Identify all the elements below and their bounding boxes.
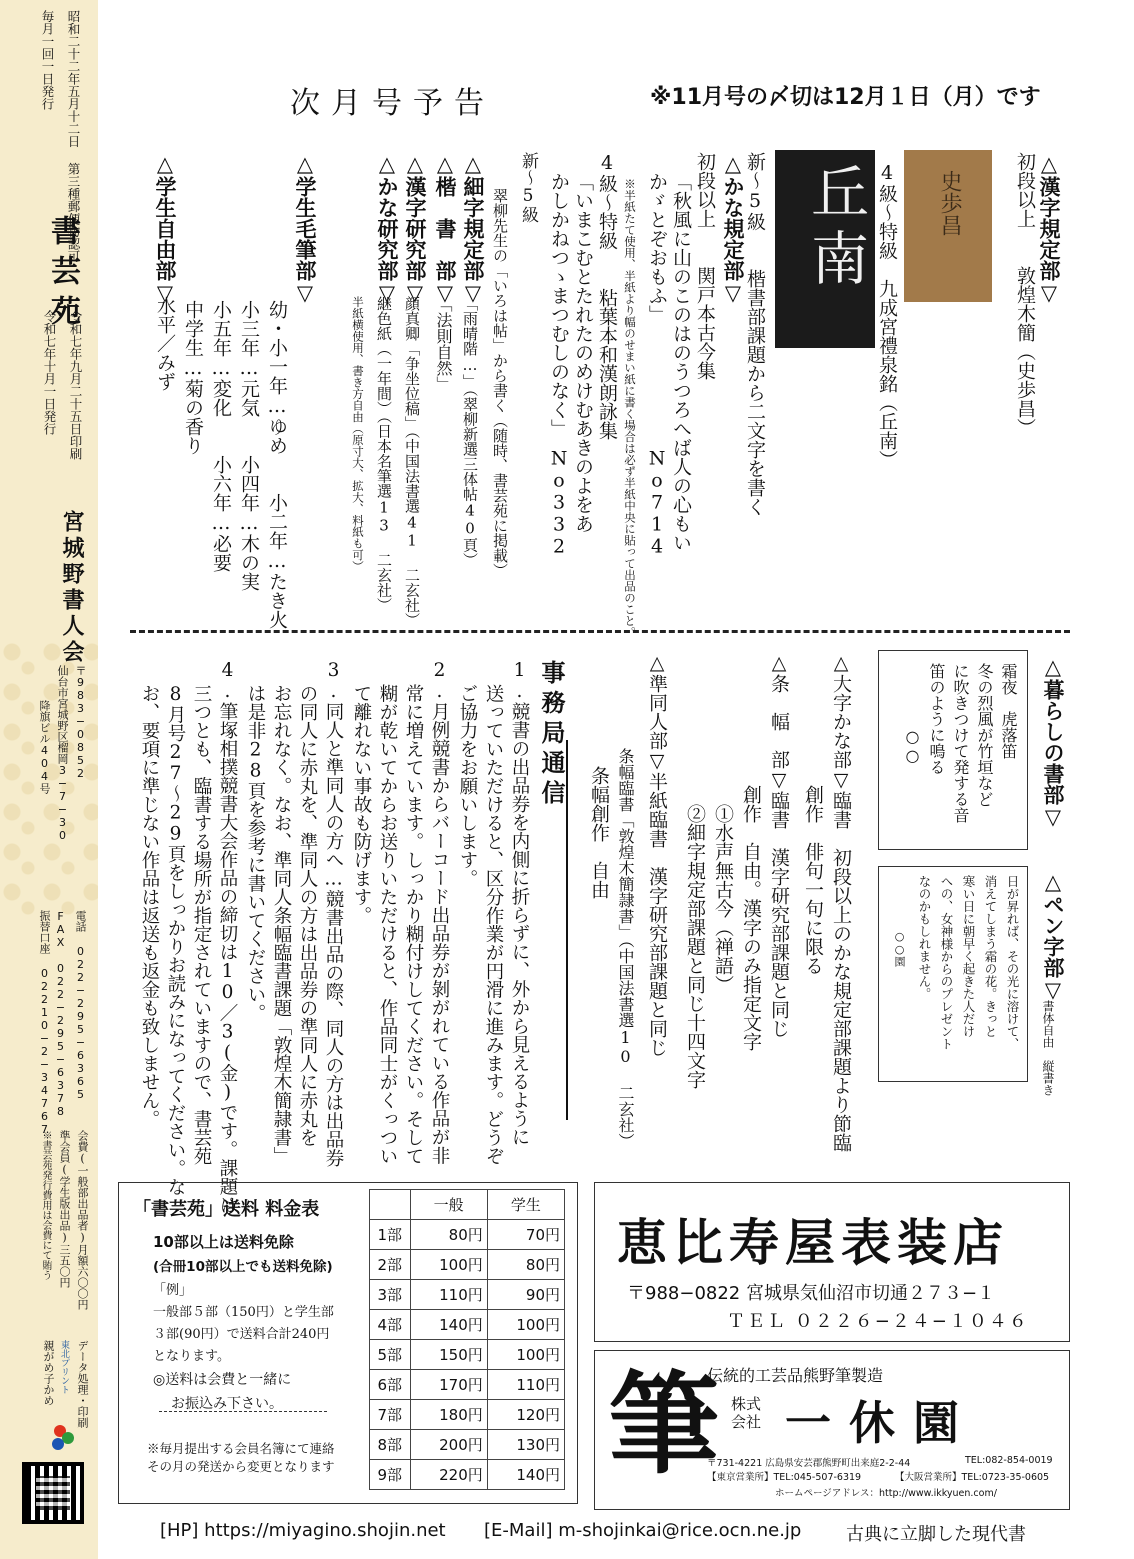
kurashi-poem-1: 霜夜 虎落笛 [999,663,1018,759]
jimu-line-5: 常に増えています。しっかり糊付けしてください。そして [403,684,424,1165]
fee-student: 130円 [487,1430,564,1460]
rubbing-chars: 丘南 [801,162,869,294]
postal-code: 〒983−0852 [74,665,87,780]
pen-text-5: なのかもしれません。 [917,875,932,1000]
fee-qty: 2部 [370,1250,411,1280]
jimu-line-14: 8月号27〜29頁をしっかりお読みになってください。な [165,684,186,1196]
fee-qty: 3部 [370,1280,411,1310]
kurashi-poem-4: 笛のように鳴る [927,663,946,775]
pen-text-3: 寒い日に朝早く起きた人だけ [961,875,976,1038]
publish-frequency: 毎月一回一日発行 [40,10,55,110]
fee-qty: 5部 [370,1340,411,1370]
table-row [370,1280,565,1310]
table-row [370,1250,565,1280]
slip-script: 史歩昌 [937,170,962,236]
kana-kitei-line1: 初段以上 関戸本古今集 [694,152,716,380]
pen-text-6: ○○園 [893,875,906,967]
tonkou-slip-image [904,150,992,302]
fee-footnote-2: その月の発送から変更となります [147,1459,335,1474]
printer-company: 東北プリント [59,1340,69,1394]
furikae-account: 振替口座 02210−2−34767 [38,910,51,1136]
kana-kenkyu-head: △かな研究部▽ [375,152,399,305]
fee-box [118,1182,578,1504]
pen-note: 書体自由 縦書き [1041,1000,1055,1096]
gakusei-line4: 中学生…菊の香り [182,300,204,455]
gakusei-line1: 幼・小一年…ゆめ 小二年…たき火 [266,300,288,629]
kurashi-poem-3: に吹きつけて発する音 [951,663,970,823]
building: 降旗ビル404号 [38,700,51,794]
ad-ikkyuen [594,1350,1070,1510]
ad-ebisuya [594,1182,1070,1342]
jun-line3: 条幅創作 自由 [588,652,610,899]
address: 仙台市宮城野区榴岡3−7−30 [56,665,69,842]
section-divider [130,630,1070,633]
masthead-sidebar [0,0,98,1559]
kana-shin-line2: 翠柳先生の「いろは帖」から書く（随時、書芸苑に掲載） [491,188,509,578]
table-row [370,1340,565,1370]
qr-code-icon[interactable] [22,1462,84,1524]
jimu-line-9: の同人に赤丸を、準同人の方は出品券の準同人に赤丸を [297,684,318,1147]
kurashi-head: △暮らしの書部▽ [1041,655,1065,829]
jimu-line-10: お忘れなく。なお、準同人条幅臨書課題「敦煌木簡隷書」 [271,684,292,1165]
jimu-line-3: ご協力をお願いします。 [457,684,478,888]
page-title: 次月号予告 [290,86,495,121]
gakusei-line2: 小三年…元気 小四年…木の実 [238,300,260,591]
printer-label: データ処理・印刷 [76,1340,89,1428]
fee-note-2: お振込み下さい。 [171,1396,283,1412]
footer-motto: 古典に立脚した現代書 [846,1524,1026,1545]
joufuku-line2: 創作 自由。漢字のみ指定文字 [740,652,762,1051]
kyuseikyu-rubbing-image [775,150,875,348]
fee-qty: 9部 [370,1460,411,1490]
publisher-name: 宮城野書人会 [59,510,84,666]
fee-qty: 8部 [370,1430,411,1460]
table-row [370,1460,565,1490]
table-row [370,1310,565,1340]
ikkyuen-tagline: 伝統的工芸品熊野筆製造 [707,1366,884,1385]
daiji-line1: △大字かな部▽臨書 初段以上のかな規定部課題より節臨 [830,652,852,1152]
postal-permit: 昭和二十二年五月十二日 第三種郵便物認可 [66,10,81,263]
ikkyuen-address: 〒731-4221 広島県安芸郡熊野町出来庭2-2-44 [707,1458,911,1469]
fee-footnote-1: ※毎月提出する会員名簿にて連絡 [147,1441,335,1456]
fee-student: 100円 [487,1310,564,1340]
fee-col-student: 学生 [487,1190,564,1220]
footer-homepage[interactable]: [HP] https://miyagino.shojin.net [160,1520,446,1541]
gakusei-jiyu-line: 水平／みず [154,296,176,391]
fee-student: 110円 [487,1370,564,1400]
kana-kitei-line2: 「秋風に山のこのはのうつろへば人の心もい [670,172,692,552]
kana-4kyu-line1: 4級〜特級 粘葉本和漢朗詠集 [596,152,618,440]
ikkyuen-osaka: 【大阪営業所】TEL:0723-35-0605 [895,1472,1050,1483]
jimu-line-12: 4.筆塚相撲競書大会作品の締切は10／3(金)です。課題は [217,660,238,1214]
kurashi-poem-5: ○○ [903,663,922,765]
kanji-shin-line: 新〜5級 楷書部課題から二文字を書く [744,152,766,516]
printer-brand: 親がめ子かめ [42,1340,55,1406]
ikkyuen-tokyo: 【東京営業所】TEL:045-507-6319 [707,1472,862,1483]
fee-student: 70円 [487,1220,564,1250]
kana-shin-line1: 新〜5級 [518,152,538,223]
kana-4kyu-line3: かしかねつゝまつむしのなく」 No332 [548,172,570,558]
daiji-line2: 創作 俳句一句に限る [802,652,824,975]
brush-calligraphy: 筆 [609,1360,719,1489]
issue-date: 令和七年十月一日発行 [42,310,57,435]
fee-general: 80円 [410,1220,487,1250]
jimu-line-15: お、要項に準じない作品は返送も返金も致しません。 [139,684,160,1128]
fee-general: 会費(一般部出品者)月額六〇〇円 [76,1130,89,1310]
fee-example-2: ３部(90円）で送料合計240円 [153,1327,330,1342]
fee-note: ※書芸苑発行費用は会費にて賄う [40,1130,51,1280]
pen-box [878,866,1028,1082]
fee-student: 100円 [487,1340,564,1370]
table-row [370,1370,565,1400]
fee-free: 10部以上は送料免除 [153,1233,294,1251]
jimu-line-8: 3.同人と準同人の方へ…競書出品の際、同人の方は出品券 [323,660,344,1167]
kurashi-poem-2: 冬の烈風が竹垣など [975,663,994,807]
jun-line1: △準同人部▽半紙臨書 漢字研究部課題と同じ [646,652,668,1057]
kaisho-head: △楷 書 部▽ [433,152,457,305]
kana-kenkyu-line2: 半紙横使用、書き方自由（原寸大、拡大、料紙も可） [351,296,365,572]
jimu-line-6: 糊が乾いてからお送りいただけると、作品同士がくっつい [377,684,398,1165]
kanji-4kyu-line: 4級〜特級 九成宮禮泉銘（丘南） [876,162,898,469]
jimu-rule [566,740,568,1120]
magazine-title: 書芸苑 [45,215,80,335]
ikkyuen-hp: ホームページアドレス：http://www.ikkyuen.com/ [775,1488,997,1499]
kana-4kyu-line2: 「いまこむとたれたのめけむあきのよをあ [572,172,594,533]
fee-free-sub: (合冊10部以上でも送料免除) [153,1259,333,1275]
ebisuya-tel: ＴＥＬ ０２２６−２４−１０４６ [727,1311,1029,1332]
pen-text-1: 日が昇れば、その光に溶けて、 [1005,875,1020,1050]
kanji-kenkyu-head: △漢字研究部▽ [403,152,427,305]
ikkyuen-tel: TEL:082-854-0019 [965,1455,1053,1466]
kana-kitei-line3: かゞとぞおもふ」 No714 [646,172,668,558]
kurashi-box [878,650,1028,850]
fee-student: 120円 [487,1400,564,1430]
fee-general: 100円 [410,1250,487,1280]
fee-general: 110円 [410,1280,487,1310]
ikkyuen-corp: 株式会社 [731,1395,762,1431]
fee-qty: 7部 [370,1400,411,1430]
table-row [370,1430,565,1460]
kanji-kitei-head: △漢字規定部▽ [1037,152,1061,305]
fee-general: 180円 [410,1400,487,1430]
pen-text-2: 消えてしまう霜の花。きっと [983,875,998,1038]
fee-student: 80円 [487,1250,564,1280]
pen-head: △ペン字部▽ [1041,870,1065,1002]
fee-qty: 4部 [370,1310,411,1340]
fee-general: 200円 [410,1430,487,1460]
fee-col-empty [370,1190,411,1220]
joufuku-line4: ②細字規定部課題と同じ十四文字 [684,652,706,1089]
joufuku-line1: △条 幅 部▽臨書 漢字研究部課題と同じ [768,652,790,1038]
fee-example-1: 一般部５部（150円）と学生部 [153,1305,334,1320]
jimu-line-4: 2.月例競書からバーコード出品券が剝がれている作品が非 [429,660,450,1165]
kanji-kenkyu-line: 顔真卿「争坐位稿」（中国法書選41 二玄社） [403,296,421,628]
print-date: 令和七年九月二十五日印刷 [68,310,83,460]
ikkyuen-name: 一休園 [785,1396,977,1450]
jimu-head: 事務局通信 [537,660,565,810]
footer-email[interactable]: [E-Mail] m-shojinkai@rice.ocn.ne.jp [484,1520,802,1541]
kaisho-line: 「法則自然」 [434,296,453,392]
logo-dot-blue-icon [52,1438,64,1450]
fee-qty: 6部 [370,1370,411,1400]
fee-general: 220円 [410,1460,487,1490]
fee-general: 150円 [410,1340,487,1370]
fee-qty: 1部 [370,1220,411,1250]
deadline-notice: ※11月号の〆切は12月１日（月）です [650,85,1041,110]
fee-col-general: 一般 [410,1190,487,1220]
jimu-line-1: 1.競書の出品券を内側に折らずに、外から見えるように [509,660,530,1146]
fee-example-3: となります。 [153,1349,230,1364]
fax: FAX 022−295−6378 [54,910,67,1118]
gakusei-jiyu-head: △学生自由部▽ [153,152,177,305]
fee-table-header [370,1190,565,1220]
fee-general: 170円 [410,1370,487,1400]
kana-kitei-note: ※半紙たて使用、半紙より幅のせまい紙に書く場合は必ず半紙中央に貼って出品のこと。 [623,178,637,638]
kana-kenkyu-line1: 継色紙（一年間）（日本名筆選13 二玄社） [375,296,393,613]
ebisuya-name: 恵比寿屋表装店 [617,1213,1009,1272]
jun-line2: 条幅臨書「敦煌木簡隷書」（中国法書選10 二玄社） [616,652,635,1149]
fee-general: 140円 [410,1310,487,1340]
gakusei-mohitsu-list [180,300,290,640]
kanji-kitei-line: 初段以上 敦煌木簡（史歩昌） [1014,152,1036,437]
gakusei-line3: 小五年…変化 小六年…必要 [210,300,232,572]
jimu-line-7: て離れない事故も防げます。 [351,684,372,925]
kana-kitei-head: △かな規定部▽ [721,152,745,305]
pen-text-4: への、女神様からのプレゼント [939,875,954,1050]
ebisuya-address: 〒988−0822 宮城県気仙沼市切通２７３−１ [627,1283,996,1304]
joufuku-line3: ①水声無古今（禅語） [712,652,734,994]
fee-table [369,1189,565,1490]
table-row [370,1400,565,1430]
jimu-line-13: 三つとも、臨書する場所が指定されていますので、書芸苑 [191,684,212,1165]
fee-associate: 準会員(学生版出品)三五〇円 [58,1130,71,1288]
saiji-line: 「雨晴階…」（翠柳新選三体帖40頁） [461,296,479,568]
fee-title: 「書芸苑」送料 料金表 [133,1199,320,1220]
gakusei-mohitsu-head: △学生毛筆部▽ [293,152,317,305]
table-row [370,1220,565,1250]
fee-example-label: 「例」 [153,1283,193,1298]
fee-note-1: ◎送料は会費と一緒に [153,1372,292,1388]
saiji-head: △細字規定部▽ [461,152,485,305]
phone: 電話 022−295−6365 [74,910,87,1101]
jimu-line-2: 送っていただけると、区分作業が円滑に進みます。どうぞ [483,684,504,1165]
jimu-line-11: は是非28頁を参考に書いてください。 [245,684,266,1022]
fee-student: 90円 [487,1280,564,1310]
fee-student: 140円 [487,1460,564,1490]
fee-note-underline [159,1411,327,1412]
